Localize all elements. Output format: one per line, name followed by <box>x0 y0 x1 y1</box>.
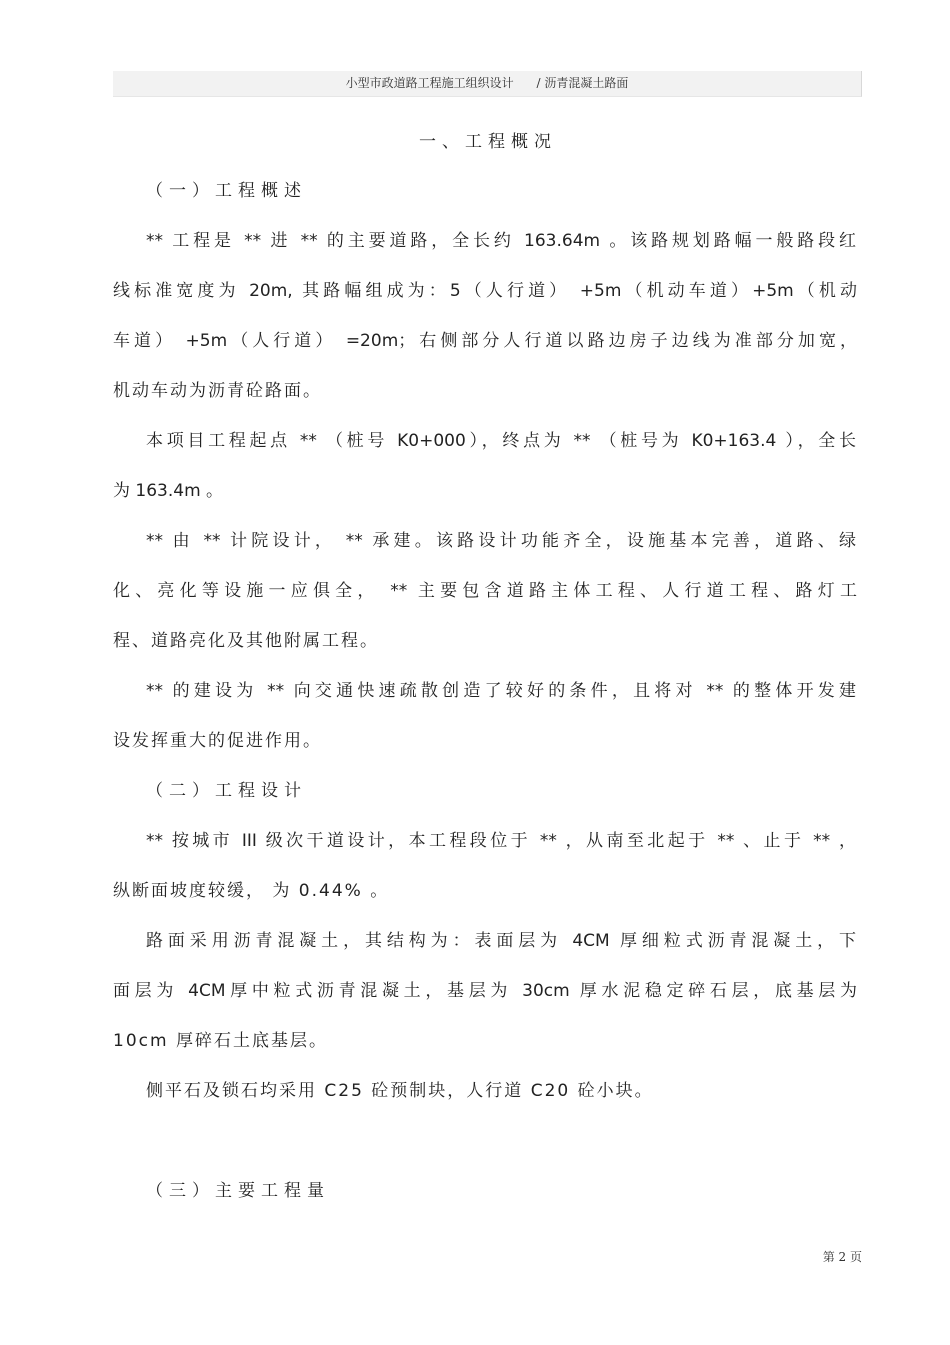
body-line: ** 工程是 ** 进 ** 的主要道路，全长约 163.64m 。该路规划路幅一般路段红 <box>146 231 856 251</box>
header-title: 小型市政道路工程施工组织设计 / 沥青混凝土路面 <box>345 76 629 90</box>
page-header <box>113 71 862 97</box>
body-line: 机动车动为沥青砼路面。 <box>113 381 322 401</box>
body-line: ** 按城市 III 级次干道设计，本工程段位于 ** ，从南至北起于 ** 、止于 ** ， <box>146 831 856 851</box>
sub2-heading: （二）工程设计 <box>146 781 307 801</box>
body-line: 纵断面坡度较缓， 为 0.44% 。 <box>113 881 390 901</box>
sub3-heading: （三）主要工程量 <box>146 1181 330 1201</box>
body-line: ** 由 ** 计院设计， ** 承建。该路设计功能齐全，设施基本完善，道路、绿 <box>146 531 856 551</box>
page-number: 第 2 页 <box>822 1250 862 1264</box>
body-line: 车道） +5m（人行道） =20m；右侧部分人行道以路边房子边线为准部分加宽， <box>113 331 857 351</box>
sub1-heading: （一）工程概述 <box>146 181 307 201</box>
body-line: 程、道路亮化及其他附属工程。 <box>113 631 379 651</box>
section-title: 一、工程概况 <box>419 132 557 152</box>
body-line: 化、亮化等设施一应俱全， ** 主要包含道路主体工程、人行道工程、路灯工 <box>113 581 857 601</box>
body-line: 为 163.4m 。 <box>113 481 224 501</box>
body-line: 路面采用沥青混凝土，其结构为：表面层为 4CM 厚细粒式沥青混凝土，下 <box>146 931 856 951</box>
body-line: 侧平石及锁石均采用 C25 砼预制块，人行道 C20 砼小块。 <box>146 1081 654 1101</box>
body-line: ** 的建设为 ** 向交通快速疏散创造了较好的条件，且将对 ** 的整体开发建 <box>146 681 856 701</box>
body-line: 面层为 4CM厚中粒式沥青混凝土，基层为 30cm 厚水泥稳定碎石层，底基层为 <box>113 981 857 1001</box>
body-line: 10cm 厚碎石土底基层。 <box>113 1031 328 1051</box>
body-line: 本项目工程起点 ** （桩号 K0+000），终点为 ** （桩号为 K0+163.4 ），全长 <box>146 431 856 451</box>
body-line: 设发挥重大的促进作用。 <box>113 731 322 751</box>
body-line: 线标准宽度为 20m, 其路幅组成为：5（人行道） +5m（机动车道）+5m（机动 <box>113 281 857 301</box>
